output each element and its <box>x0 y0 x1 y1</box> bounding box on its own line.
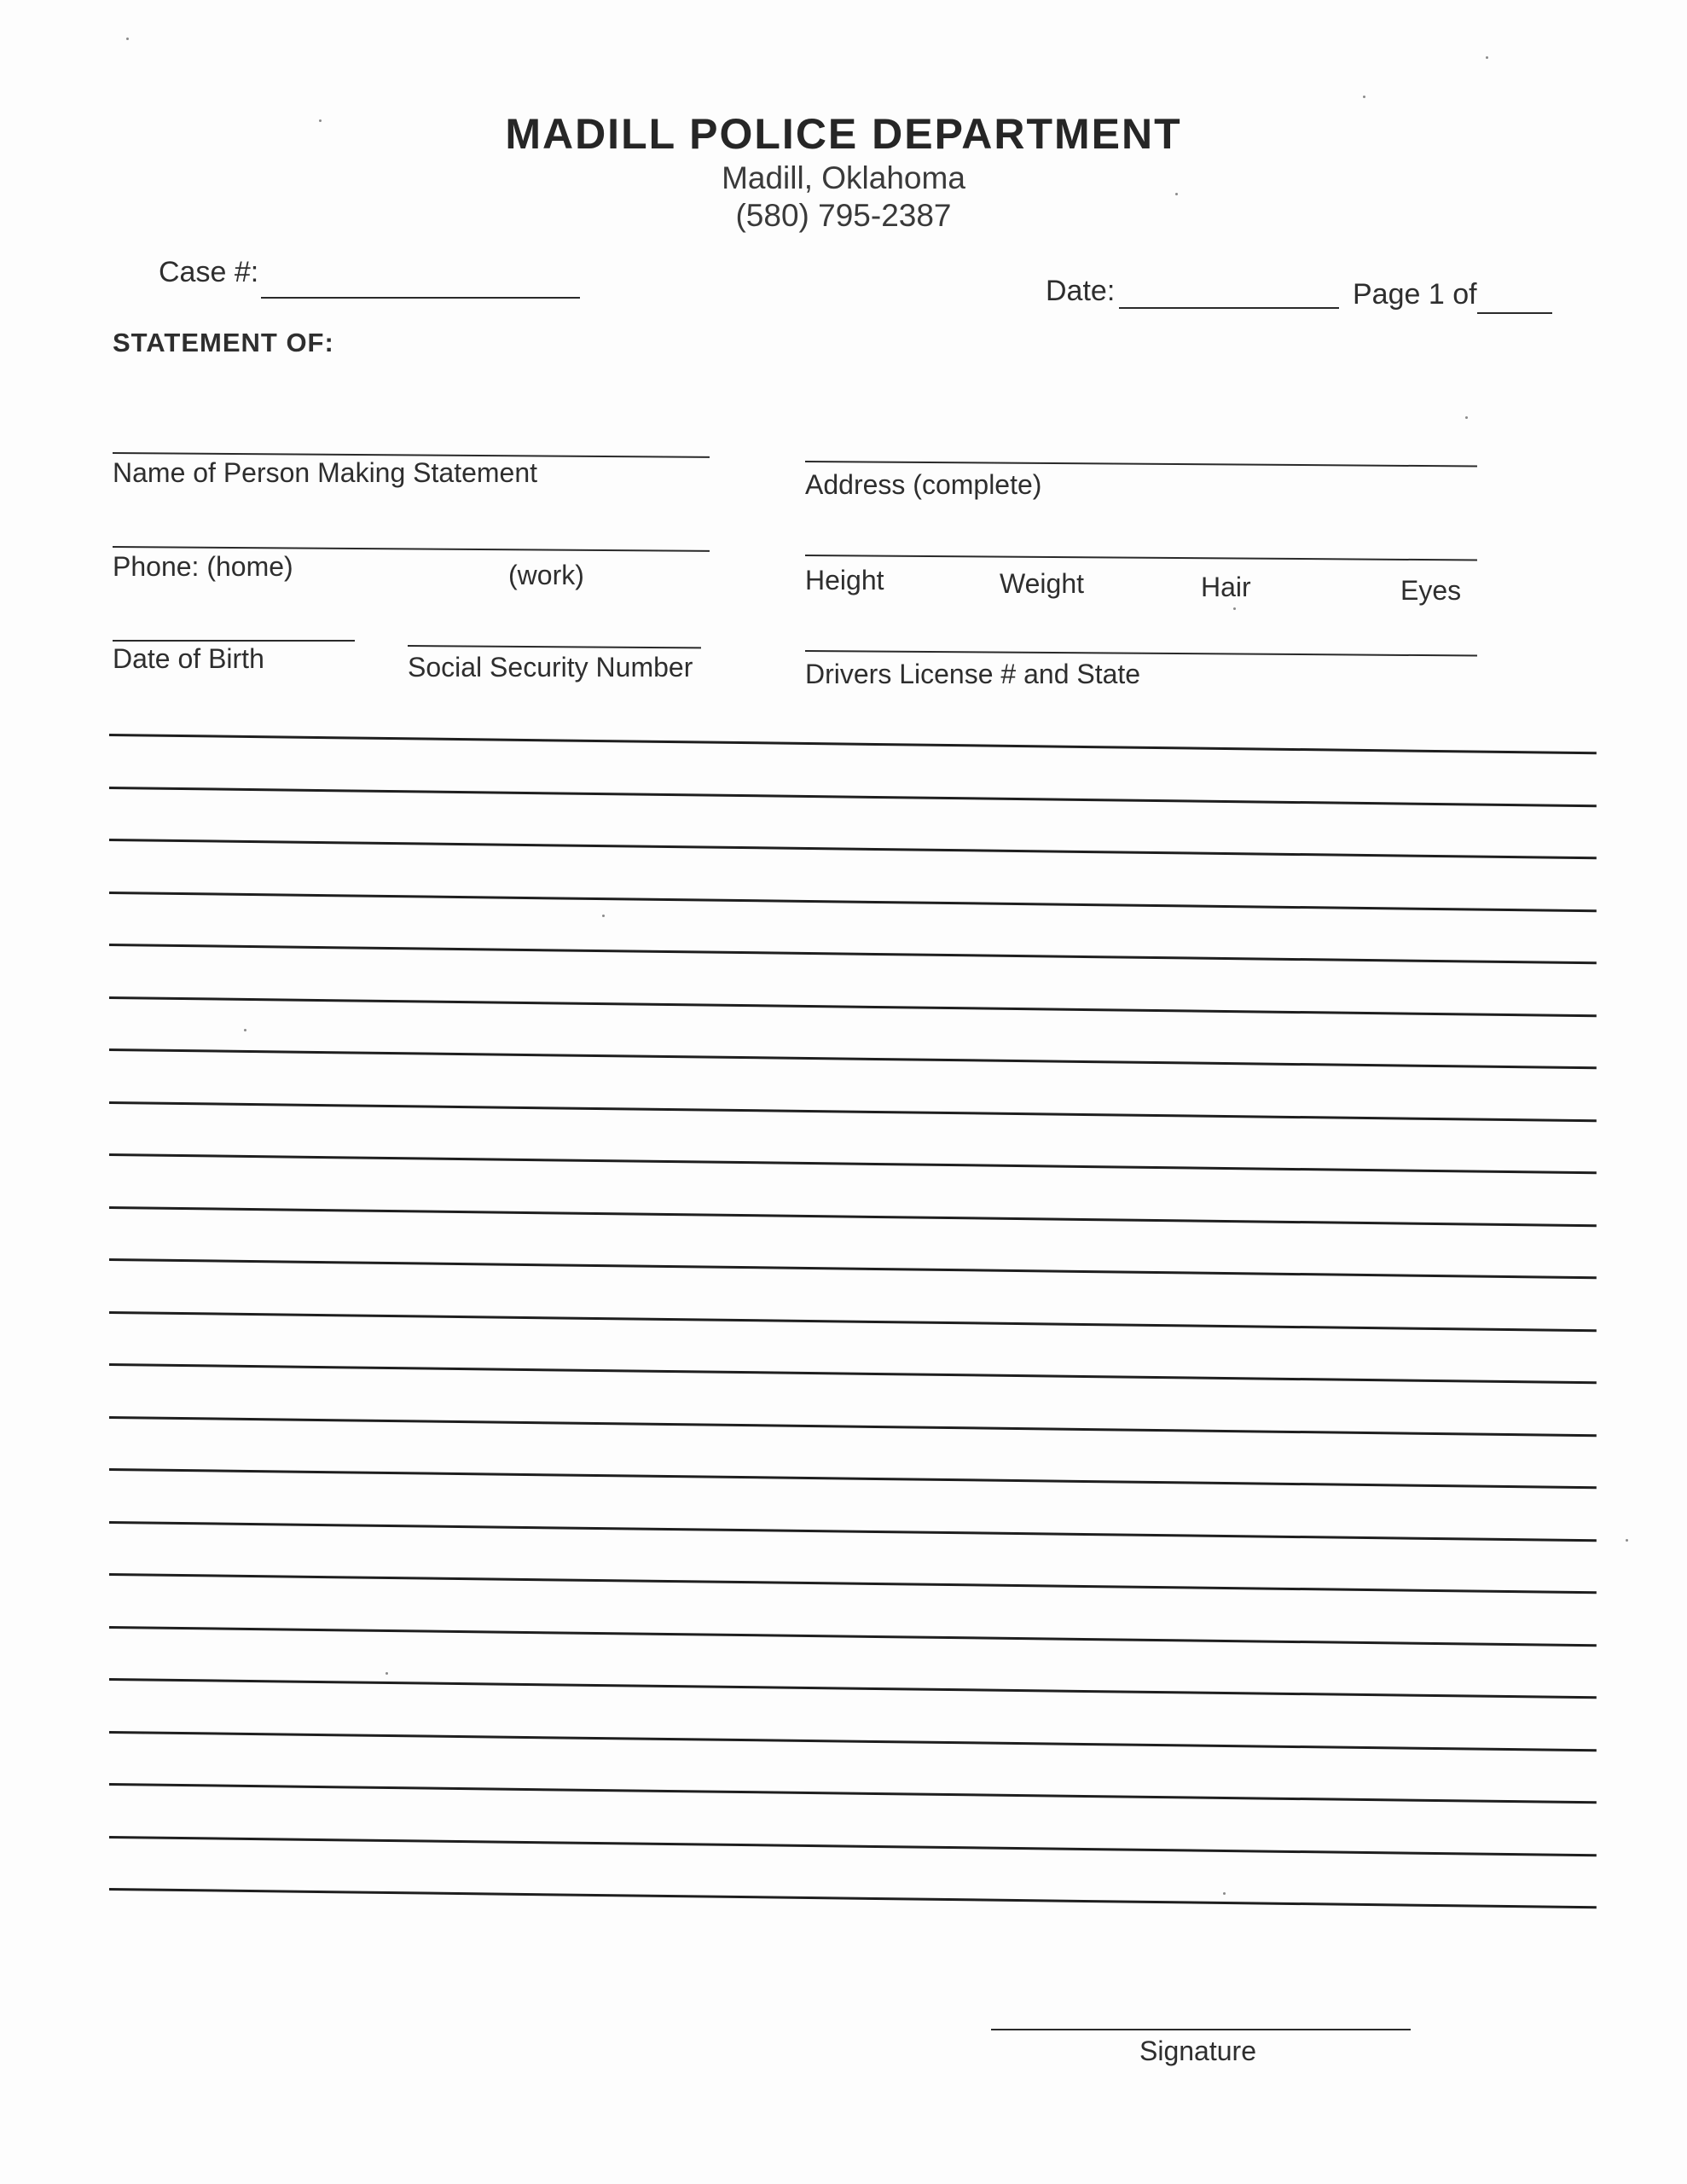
date-field[interactable] <box>1119 307 1339 309</box>
scan-speck <box>1486 56 1488 59</box>
department-title: MADILL POLICE DEPARTMENT <box>505 110 1182 158</box>
statement-line[interactable] <box>109 1416 1597 1437</box>
statement-line[interactable] <box>109 787 1597 807</box>
signature-label: Signature <box>1139 2036 1256 2066</box>
statement-line[interactable] <box>109 1836 1597 1856</box>
statement-line[interactable] <box>109 1783 1597 1804</box>
scan-speck <box>386 1672 388 1675</box>
physical-description-field[interactable] <box>805 555 1477 561</box>
statement-line[interactable] <box>109 996 1597 1017</box>
statement-line[interactable] <box>109 734 1597 754</box>
eyes-label: Eyes <box>1400 575 1462 606</box>
statement-line[interactable] <box>109 1206 1597 1227</box>
department-phone: (580) 795-2387 <box>735 198 952 233</box>
ssn-field[interactable] <box>408 645 701 648</box>
statement-of-heading: STATEMENT OF: <box>113 328 334 357</box>
statement-line[interactable] <box>109 1626 1597 1647</box>
drivers-license-field[interactable] <box>805 650 1477 657</box>
statement-line[interactable] <box>109 1258 1597 1279</box>
scan-speck <box>1223 1892 1226 1895</box>
phone-work-label: (work) <box>508 560 584 590</box>
statement-line[interactable] <box>109 1573 1597 1594</box>
statement-line[interactable] <box>109 1521 1597 1542</box>
dob-label: Date of Birth <box>113 643 264 674</box>
scan-speck <box>1233 607 1236 610</box>
scan-speck <box>1175 193 1178 195</box>
scan-speck <box>1465 416 1468 419</box>
statement-line[interactable] <box>109 944 1597 964</box>
scan-speck <box>244 1029 246 1031</box>
date-label: Date: <box>1046 275 1116 307</box>
scan-speck <box>1626 1539 1628 1542</box>
statement-line[interactable] <box>109 1468 1597 1489</box>
name-label: Name of Person Making Statement <box>113 457 538 488</box>
statement-line[interactable] <box>109 1101 1597 1122</box>
statement-line[interactable] <box>109 1888 1597 1908</box>
address-field[interactable] <box>805 461 1477 468</box>
scan-speck <box>1363 96 1365 98</box>
page-total-field[interactable] <box>1477 312 1552 314</box>
scan-speck <box>319 119 322 122</box>
scan-speck <box>602 915 605 917</box>
signature-field[interactable] <box>991 2029 1411 2030</box>
ssn-label: Social Security Number <box>408 652 693 682</box>
statement-line[interactable] <box>109 839 1597 859</box>
statement-line[interactable] <box>109 1731 1597 1751</box>
case-number-label: Case #: <box>159 256 259 288</box>
statement-line[interactable] <box>109 1311 1597 1332</box>
page-count-label: Page 1 of <box>1353 278 1477 311</box>
statement-line[interactable] <box>109 1363 1597 1384</box>
dob-field[interactable] <box>113 640 355 642</box>
department-city: Madill, Oklahoma <box>722 160 965 195</box>
statement-line[interactable] <box>109 1678 1597 1699</box>
case-number-field[interactable] <box>261 297 580 299</box>
drivers-license-label: Drivers License # and State <box>805 659 1141 689</box>
scan-speck <box>126 38 129 40</box>
weight-label: Weight <box>1000 568 1085 599</box>
statement-line[interactable] <box>109 1153 1597 1174</box>
hair-label: Hair <box>1201 572 1251 602</box>
height-label: Height <box>805 565 884 595</box>
statement-line[interactable] <box>109 892 1597 912</box>
address-label: Address (complete) <box>805 469 1042 500</box>
statement-line[interactable] <box>109 1048 1597 1069</box>
phone-home-label: Phone: (home) <box>113 551 293 582</box>
